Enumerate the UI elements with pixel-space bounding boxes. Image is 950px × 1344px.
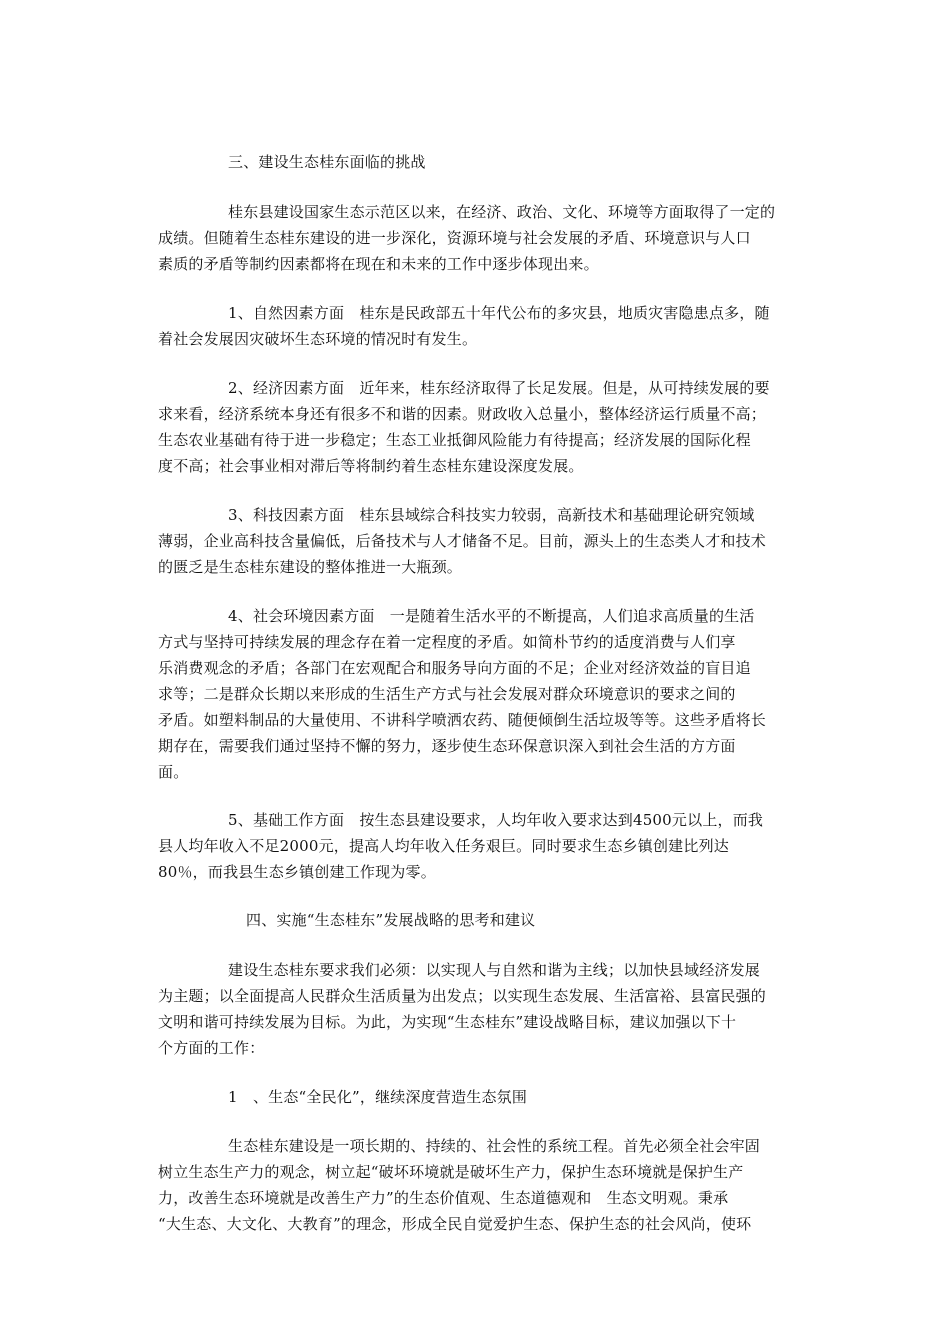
paragraph-line: 建设生态桂东要求我们必须：以实现人与自然和谐为主线；以加快县域经济发展	[228, 961, 761, 979]
section-heading-3: 三、建设生态桂东面临的挑战	[228, 153, 426, 171]
paragraph-line: 度不高；社会事业相对滞后等将制约着生态桂东建设深度发展。	[158, 457, 584, 475]
paragraph-line: 方式与坚持可持续发展的理念存在着一定程度的矛盾。如简朴节约的适度消费与人们享	[158, 633, 736, 651]
paragraph-line: 乐消费观念的矛盾；各部门在宏观配合和服务导向方面的不足；企业对经济效益的盲目追	[158, 659, 751, 677]
paragraph-line: 2、经济因素方面 近年来，桂东经济取得了长足发展。但是，从可持续发展的要	[228, 379, 770, 397]
paragraph-line: 80％，而我县生态乡镇创建工作现为零。	[158, 863, 436, 881]
paragraph-line: 求等；二是群众长期以来形成的生活生产方式与社会发展对群众环境意识的要求之间的	[158, 685, 736, 703]
paragraph-line: 3、科技因素方面 桂东县域综合科技实力较弱，高新技术和基础理论研究领域	[228, 506, 755, 524]
paragraph-line: 生态桂东建设是一项长期的、持续的、社会性的系统工程。首先必须全社会牢固	[228, 1137, 761, 1155]
paragraph-line: 5、基础工作方面 按生态县建设要求，人均年收入要求达到4500元以上，而我	[228, 811, 764, 829]
paragraph-line: 面。	[158, 763, 189, 781]
paragraph-line: “大生态、大文化、大教育”的理念，形成全民自觉爱护生态、保护生态的社会风尚，使环	[158, 1215, 752, 1233]
paragraph-line: 树立生态生产力的观念，树立起“破坏环境就是破坏生产力，保护生态环境就是保护生产	[158, 1163, 744, 1181]
paragraph-line: 为主题；以全面提高人民群众生活质量为出发点；以实现生态发展、生活富裕、县富民强的	[158, 987, 767, 1005]
paragraph-line: 期存在，需要我们通过坚持不懈的努力，逐步使生态环保意识深入到社会生活的方方面	[158, 737, 736, 755]
paragraph-line: 文明和谐可持续发展为目标。为此，为实现“生态桂东”建设战略目标，建议加强以下十	[158, 1013, 737, 1031]
paragraph-line: 求来看，经济系统本身还有很多不和谐的因素。财政收入总量小，整体经济运行质量不高；	[158, 405, 767, 423]
paragraph-line: 力，改善生态环境就是改善生产力”的生态价值观、生态道德观和 生态文明观。秉承	[158, 1189, 729, 1207]
paragraph-line: 矛盾。如塑料制品的大量使用、不讲科学喷洒农药、随便倾倒生活垃圾等等。这些矛盾将长	[158, 711, 767, 729]
paragraph-line: 县人均年收入不足2000元，提高人均年收入任务艰巨。同时要求生态乡镇创建比列达	[158, 837, 729, 855]
paragraph-line: 薄弱，企业高科技含量偏低，后备技术与人才储备不足。目前，源头上的生态类人才和技术	[158, 532, 767, 550]
paragraph-line: 着社会发展因灾破坏生态环境的情况时有发生。	[158, 330, 478, 348]
paragraph-line: 生态农业基础有待于进一步稳定；生态工业抵御风险能力有待提高；经济发展的国际化程	[158, 431, 751, 449]
paragraph-line: 个方面的工作：	[158, 1039, 265, 1057]
paragraph-line: 素质的矛盾等制约因素都将在现在和未来的工作中逐步体现出来。	[158, 255, 599, 273]
paragraph-line: 成绩。但随着生态桂东建设的进一步深化，资源环境与社会发展的矛盾、环境意识与人口	[158, 229, 751, 247]
paragraph-line: 4、社会环境因素方面 一是随着生活水平的不断提高，人们追求高质量的生活	[228, 607, 755, 625]
paragraph-line: 桂东县建设国家生态示范区以来，在经济、政治、文化、环境等方面取得了一定的	[228, 203, 776, 221]
subsection-heading: 1 、生态“全民化”，继续深度营造生态氛围	[228, 1088, 528, 1106]
paragraph-line: 1、自然因素方面 桂东是民政部五十年代公布的多灾县，地质灾害隐患点多，随	[228, 304, 770, 322]
section-heading-4: 四、实施“生态桂东”发展战略的思考和建议	[246, 911, 536, 929]
paragraph-line: 的匮乏是生态桂东建设的整体推进一大瓶颈。	[158, 558, 463, 576]
